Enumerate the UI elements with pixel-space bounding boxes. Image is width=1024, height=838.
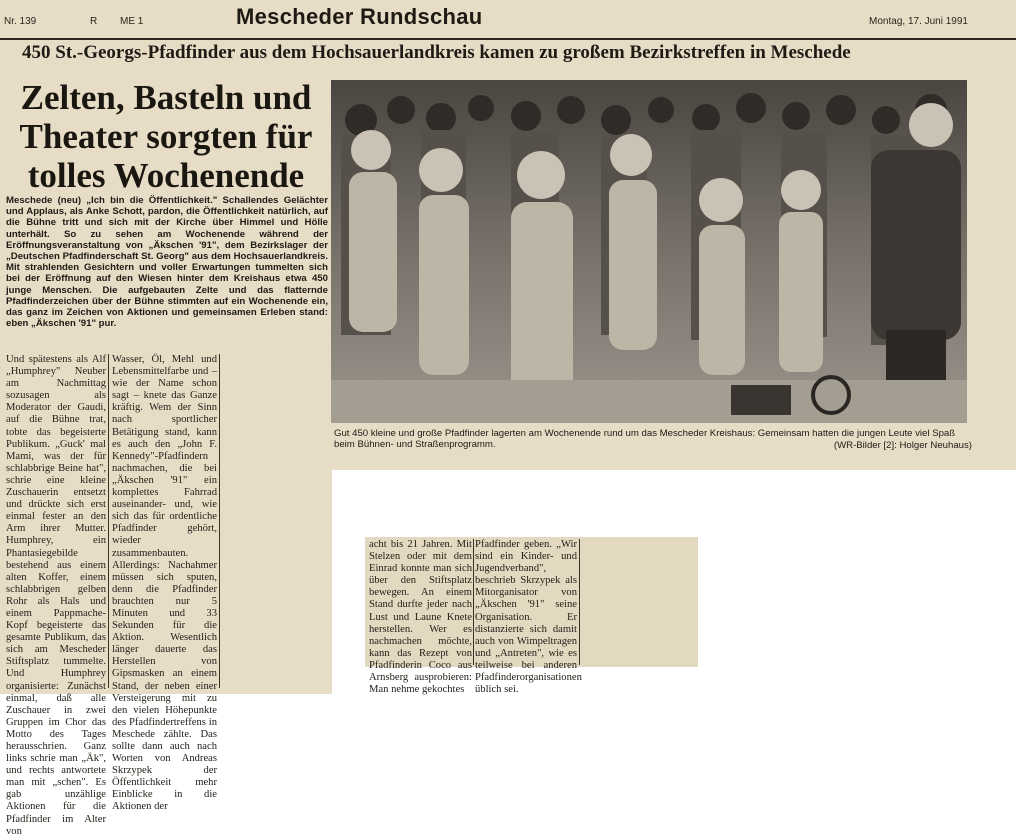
headline-line: Zelten, Basteln und xyxy=(20,78,312,117)
article-lead: Meschede (neu) „Ich bin die Öffentlichkeit." Schallendes Gelächter und Applaus, als Anke Schott, pardon, die Öffentlichkeit natürlich, auf die Bühne tritt und sich mit der Kirche über Himmel und Hölle unterhält. So zu sehen am Wochenende während der Eröffnungsveranstaltung von „Äkschen '91", dem Bezirkslager der „Deutschen Pfadfinderschaft St. Georg" aus dem Hochsauerlandkreis. Mit strahlenden Gesichtern und voller Erwartungen tummelten sich bei der Eröffnung auf den Wiesen hinter dem Kreishaus etwa 450 junge Menschen. Die aufgebauten Zelte und das flatternde Pfadfinderzeichen über der Bühne stimmten auf ein Wochenende ein, das ganz im Zeichen von Aktionen und gemeinsamen Erleben stand: eben „Äkschen '91" pur. xyxy=(6,195,328,330)
column-divider xyxy=(473,539,474,665)
column-divider xyxy=(219,354,220,688)
news-photo xyxy=(331,80,967,423)
crowd-photo-illustration xyxy=(331,80,967,423)
edition-code: R xyxy=(90,16,98,27)
article-kicker: 450 St.-Georgs-Pfadfinder aus dem Hochsauerlandkreis kamen zu großem Bezirkstreffen in Meschede xyxy=(22,42,851,63)
photo-caption: Gut 450 kleine und große Pfadfinder lagerten am Wochenende rund um das Mescheder Kreishaus: Gemeinsam hatten die jungen Leute viel Spaß beim Bühnen- und Straßenprogramm. xyxy=(334,428,956,451)
issue-number: Nr. 139 xyxy=(4,16,37,27)
article-column-5: Pfadfinder geben. „Wir sind ein Kinder- und Jugendverband", beschrieb Skrzypek als Mitorganisator von „Äkschen '91" seine Organisation. Er distanzierte sich damit auch von Wimpeltragen und „Antreten", wie es teilweise bei anderen Pfadfinderorganisationen üblich sei. xyxy=(475,539,582,696)
article-column-2: Wasser, Öl, Mehl und Lebensmittelfarbe und – wie der Name schon sagt – knete das Ganze kräftig. Wem der Sinn nach sportlicher Betätigung stand, kann es auch den „John F. Kennedy"-Pfadfindern nachmachen, die bei „Äkschen '91" ein komplettes Fahrrad auseinander- und, wie sich das für ordentliche Pfadfinder gehört, wieder zusammenbauten. Allerdings: Nachahmer müssen sich sputen, denn die Pfadfinder brauchten nur 5 Minuten und 33 Sekunden für die Aktion. Wesentlich länger dauerte das Herstellen von Gipsmasken an einem Stand, der neben einer Versteigerung mit zu den vielen Höhepunkte des Pfadfindertreffens in Meschede zählte. Das sollte dann auch nach Worten von Andreas Skrzypek der Öffentlichkeit mehr Einblicke in die Aktionen der xyxy=(112,354,217,813)
article-column-4: acht bis 21 Jahren. Mit Stelzen oder mit dem Einrad konnte man sich über den Stiftsplatz bewegen. An einem Stand durfte jeder nach Lust und Laune Knete herstellen. Wer es nachmachen möchte, kann das Rezept von Pfadfinderin Coco aus Arnsberg ausprobieren: Man nehme gekochtes xyxy=(369,539,472,696)
headline-line: tolles Wochenende xyxy=(27,156,305,195)
masthead xyxy=(0,2,1016,40)
column-divider xyxy=(579,539,580,665)
article-column-1: Und spätestens als Alf „Humphrey" Neuber am Nachmittag sozusagen als Moderator der Gaudi, auf die Bühne trat, tobte das begeisterte Publikum. „Guck' mal Mami, was der für schlabbrige Beine hat", schrie eine kleine Zuschauerin entsetzt und drückte sich erst einmal fester an den Arm ihrer Mutter. Humphrey, ein Phantasiegebilde bestehend aus einem alten Koffer, einem schlabbrigen gelben Rohr als Hals und einem Pappmache-Kopf begeisterte das gesamte Publikum, das sich am Mescheder Stiftsplatz tummelte. Und Humphrey organisierte: Zunächst einmal, daß alle Zuschauer in zwei Gruppen im Chor das Motto des Tages herausschrien. Ganz links schrie man „Äk", und rechts antwortete man mit „schen". Es gab unzählige Aktionen für die Pfadfinder im Alter von xyxy=(6,354,106,837)
photo-credit: (WR-Bilder [2]: Holger Neuhaus) xyxy=(833,440,972,451)
column-divider xyxy=(108,354,109,688)
headline-line: Theater sorgten für xyxy=(19,117,313,156)
page-code: ME 1 xyxy=(120,16,144,27)
article-headline xyxy=(4,78,328,195)
newspaper-name: Mescheder Rundschau xyxy=(236,4,483,29)
issue-date: Montag, 17. Juni 1991 xyxy=(869,16,968,27)
